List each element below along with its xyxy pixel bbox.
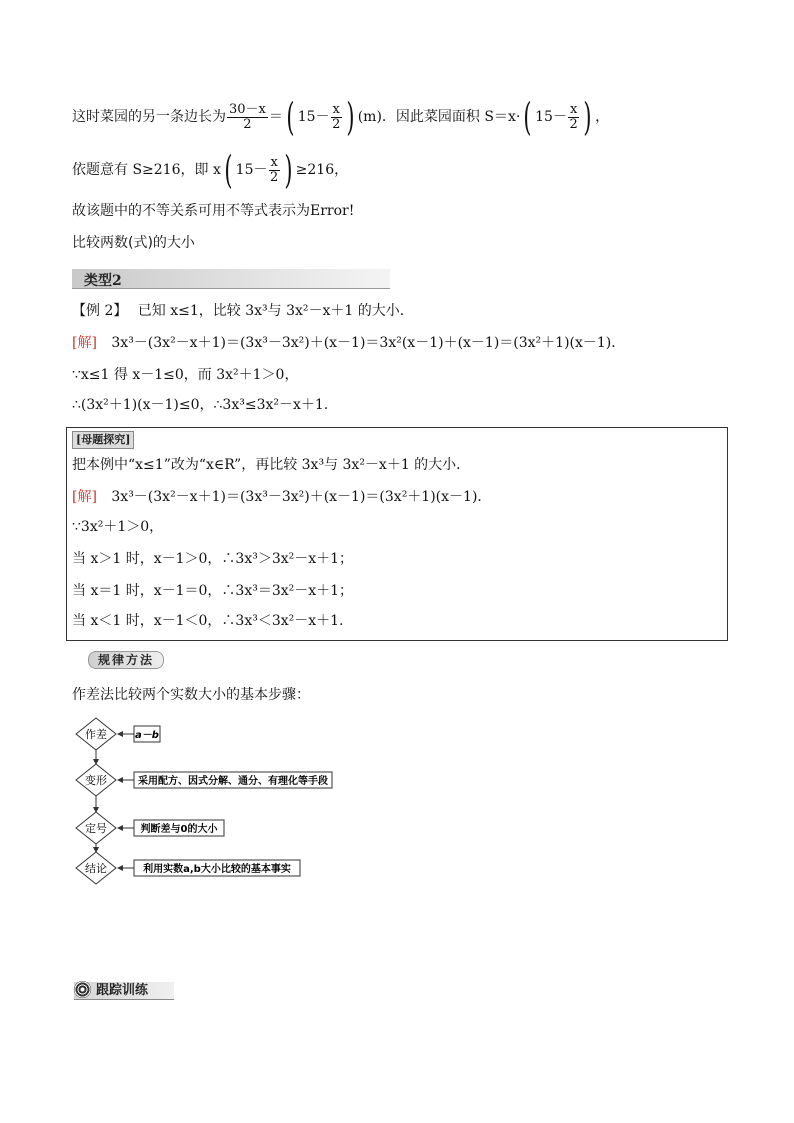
explore-solution-line-1: 3x³－(3x²－x＋1)＝(3x³－3x²)＋(x－1)＝(3x²＋1)(x－1)． <box>111 489 492 505</box>
explore-solution-label: [解] <box>72 489 97 505</box>
example-text: 已知 x≤1，比较 3x³与 3x²－x＋1 的大小． <box>137 303 414 319</box>
explore-case-greater: 当 x＞1 时，x－1＞0，∴3x³＞3x²－x＋1； <box>72 551 354 567</box>
area-expression: S＝x· <box>484 109 521 125</box>
type-banner-label: 类型2 <box>84 273 122 289</box>
fraction-x-over-2-c: $\frac{x}{2}$ <box>270 154 279 185</box>
type-banner <box>72 269 390 289</box>
inner-15-minus-3: 15－ <box>235 162 268 178</box>
flow-step-2-label: 变形 <box>85 774 107 787</box>
explore-solution-2: ∵3x²＋1＞0， <box>72 519 164 535</box>
flow-step-3-desc: 判断差与0的大小 <box>140 824 218 835</box>
flow-step-2-desc: 采用配方、因式分解、通分、有理化等手段 <box>138 776 328 787</box>
example-solution-2: ∵x≤1 得 x－1≤0，而 3x²＋1＞0， <box>72 367 299 383</box>
follow-training-tag <box>74 982 174 1000</box>
intro-line-2 <box>72 148 348 192</box>
left-paren-3: ( <box>224 148 233 192</box>
example-solution-3: ∴(3x²＋1)(x－1)≤0，∴3x³≤3x²－x＋1. <box>72 397 329 413</box>
explore-case-equal: 当 x＝1 时，x－1＝0，∴3x³＝3x²－x＋1； <box>72 583 354 599</box>
flowchart <box>70 714 350 894</box>
inner-15-minus-2: 15－ <box>535 109 567 125</box>
example-solution-1 <box>72 330 625 356</box>
explore-tag: [母题探究] <box>72 431 134 449</box>
example-question <box>72 298 414 324</box>
section-title: 比较两数(式)的大小 <box>72 235 195 251</box>
intro-line1-pre: 这时菜园的另一条边长为 <box>72 109 226 125</box>
right-paren: ) <box>346 95 355 139</box>
intro-line-3: 故该题中的不等关系可用不等式表示为Error! <box>72 203 355 219</box>
inner-15-minus: 15－ <box>297 109 330 125</box>
explore-case-less: 当 x＜1 时，x－1＜0，∴3x³＜3x²－x＋1. <box>72 613 344 629</box>
explore-solution-1 <box>72 484 491 510</box>
comma: ， <box>595 109 610 125</box>
example-label: 【例 2】 <box>72 303 128 319</box>
right-paren-2: ) <box>583 95 592 139</box>
intro-line-1 <box>72 95 609 139</box>
fraction-x-over-2: $\frac{x}{2}$ <box>332 101 341 132</box>
flow-step-1-desc: a－b <box>135 730 159 741</box>
flow-step-1-label: 作差 <box>85 728 107 741</box>
intro-line2-post: ≥216， <box>295 162 349 178</box>
flow-step-4-desc: 利用实数a,b大小比较的基本事实 <box>143 864 291 875</box>
follow-training-label: 跟踪训练 <box>96 983 149 998</box>
method-intro: 作差法比较两个实数大小的基本步骤： <box>72 687 310 703</box>
equals-sign: ＝ <box>268 109 283 125</box>
right-paren-3: ) <box>284 148 293 192</box>
fraction-30-minus-x-over-2: $\frac{30-x}{2}$ <box>229 101 266 132</box>
target-icon <box>74 981 91 998</box>
unit-text: (m)．因此菜园面积 <box>357 109 480 125</box>
intro-line2-pre: 依题意有 S≥216，即 x <box>72 162 221 178</box>
explore-question: 把本例中“x≤1”改为“x∈R”，再比较 3x³与 3x²－x＋1 的大小． <box>72 457 471 473</box>
fraction-x-over-2-b: $\frac{x}{2}$ <box>569 101 578 132</box>
solution-line-1: 3x³－(3x²－x＋1)＝(3x³－3x²)＋(x－1)＝3x²(x－1)＋(x－1)＝(3x²＋1)(x－1)． <box>111 335 626 351</box>
left-paren: ( <box>286 95 295 139</box>
flow-step-4-label: 结论 <box>85 862 107 875</box>
solution-label: [解] <box>72 335 97 351</box>
method-tag: 规律方法 <box>88 651 164 669</box>
left-paren-2: ( <box>523 95 532 139</box>
flow-step-3-label: 定号 <box>85 822 107 835</box>
